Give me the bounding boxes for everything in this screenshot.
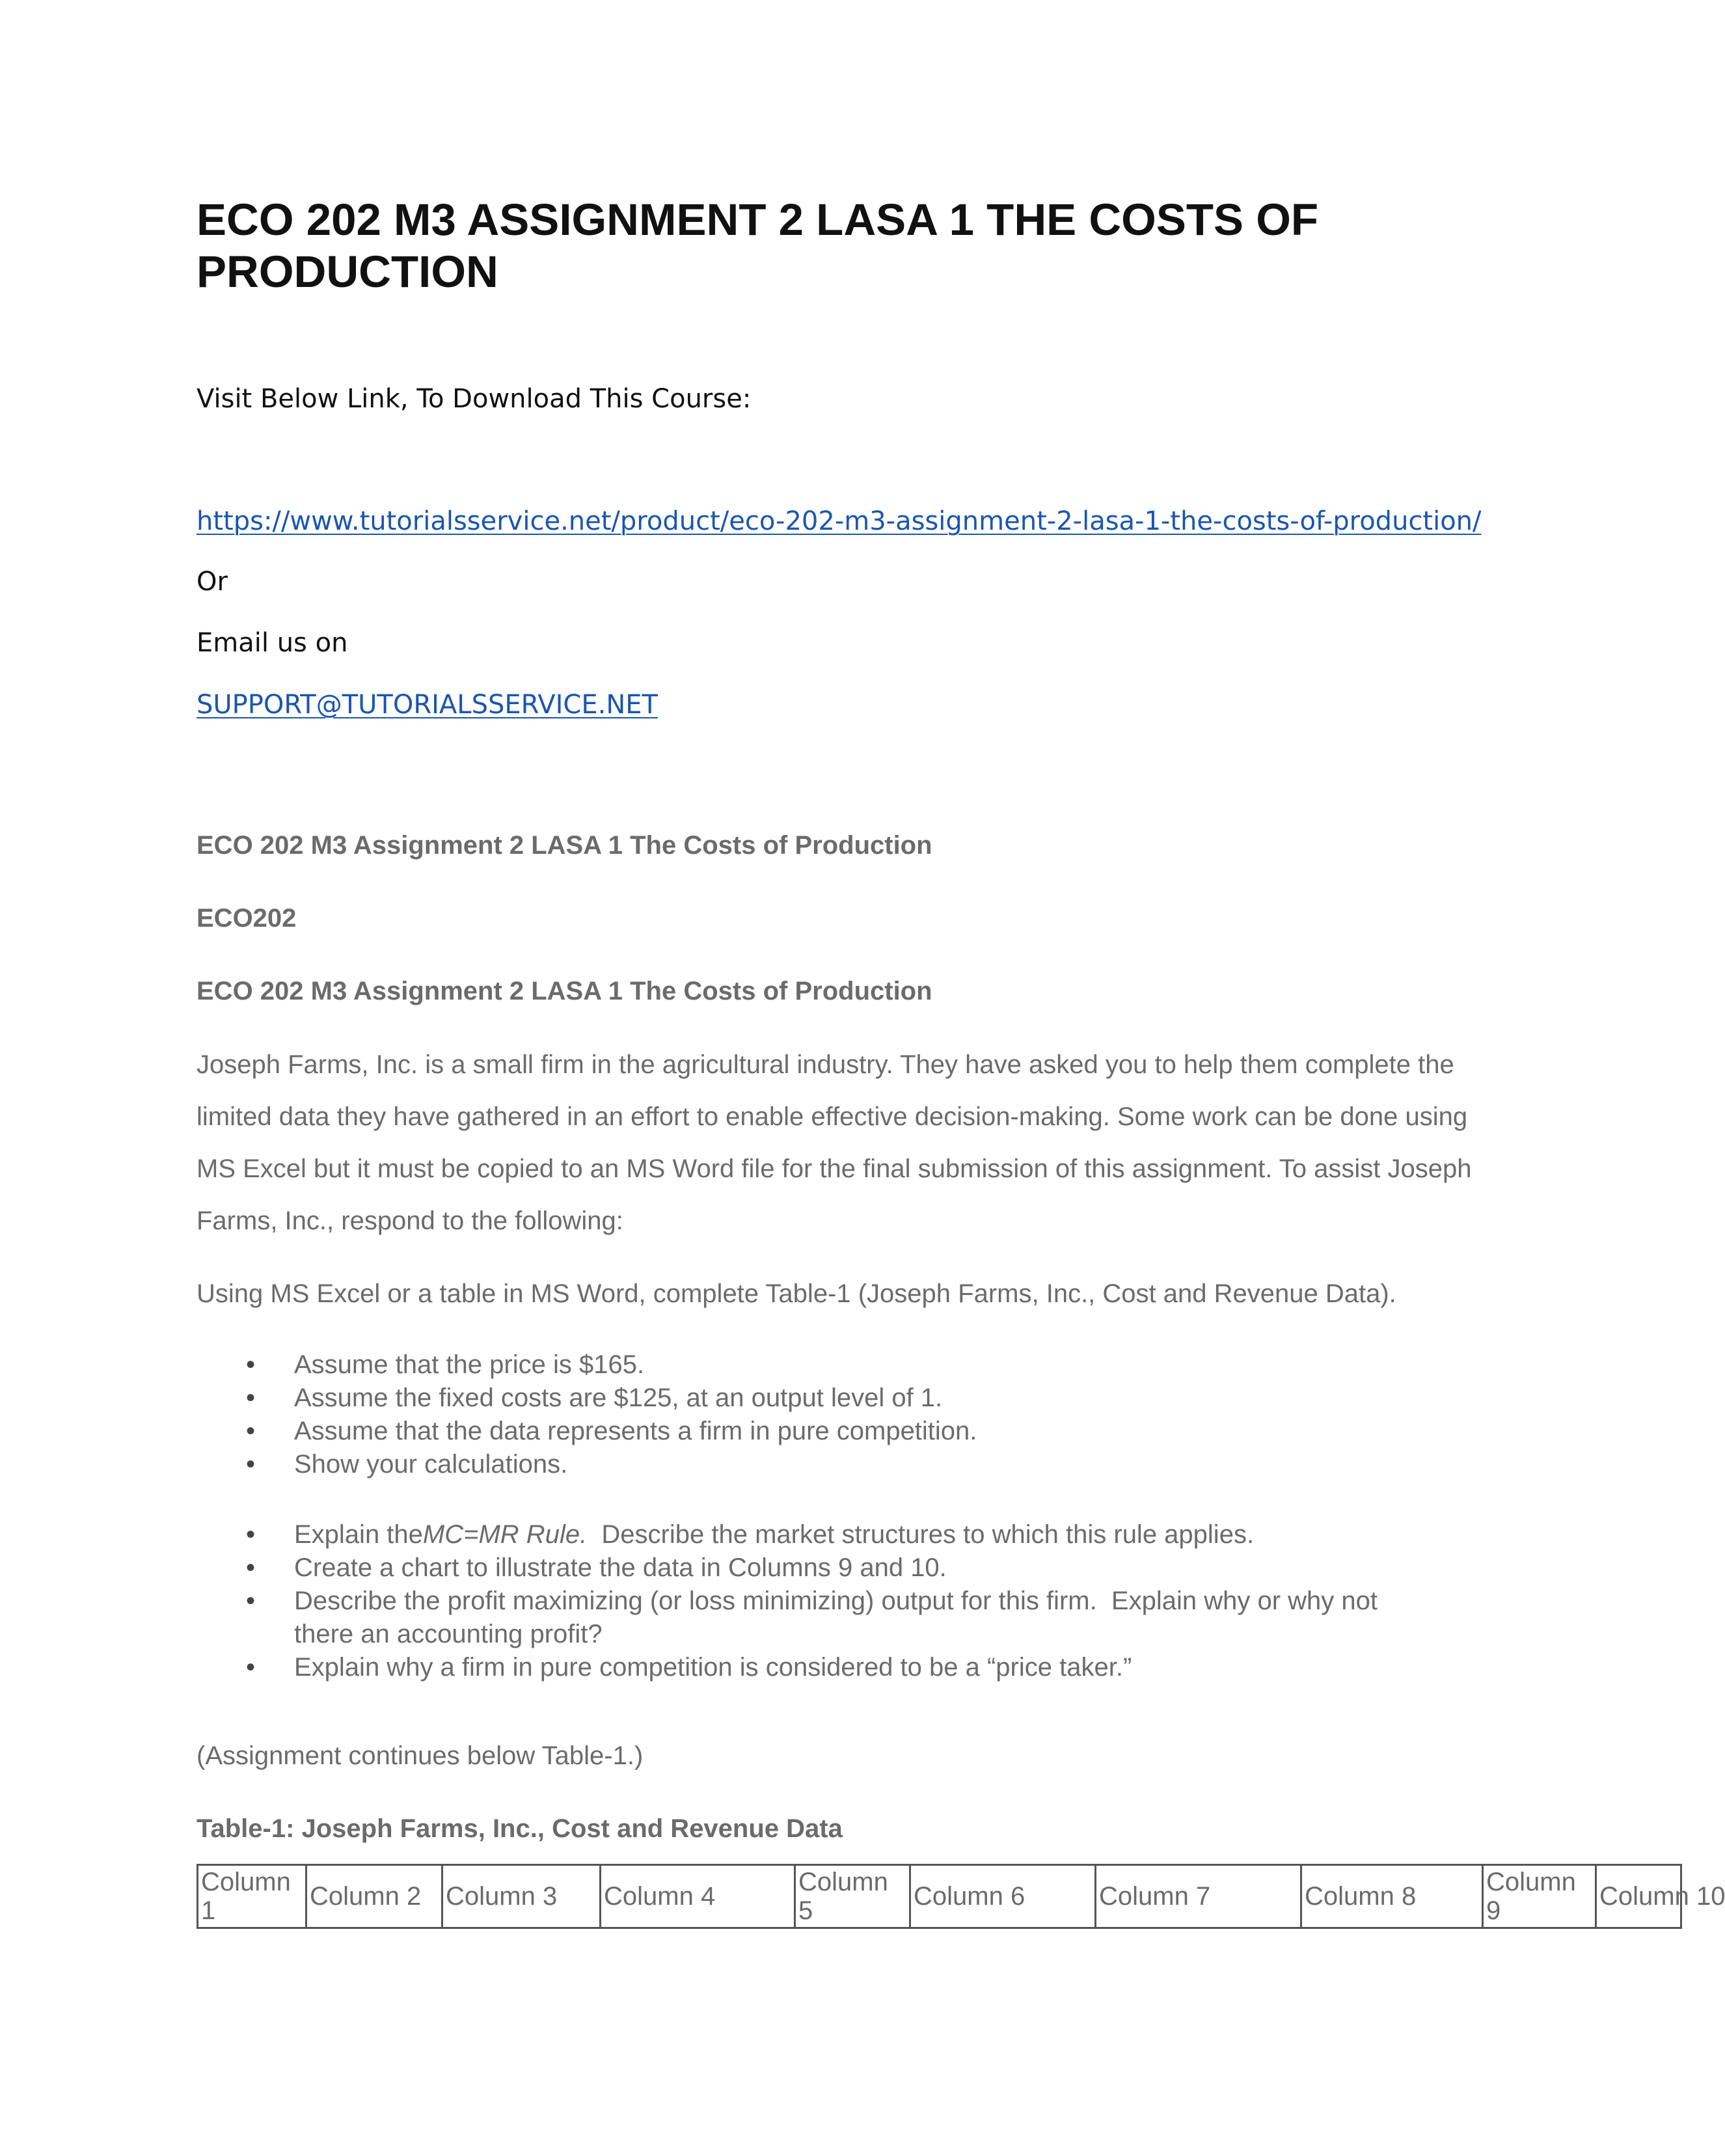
table-header-cell: Column 10 [1596, 1865, 1681, 1928]
mc-mr-rule-text: MC=MR Rule. [422, 1520, 588, 1549]
visit-text: Visit Below Link, To Download This Course: [197, 384, 752, 414]
bullet-icon: • [246, 1450, 256, 1479]
intro-paragraph: Joseph Farms, Inc. is a small firm in the agricultural industry. They have asked you to help them complete the limited data they have gathered in an effort to enable effective decision-making. Some work can be done using MS Excel but it must be copied to an MS Word file for the final submission of this assignment. To assist Joseph Farms, Inc., respond to the following: [197, 1050, 1472, 1235]
instruction-text: Using MS Excel or a table in MS Word, complete Table-1 (Joseph Farms, Inc., Cost and Revenue Data). [197, 1279, 1396, 1308]
bullet-icon: • [246, 1520, 256, 1549]
course-code: ECO202 [197, 904, 297, 933]
bullet-icon: • [246, 1587, 256, 1615]
list-item: • Explain why a firm in pure competition is considered to be a “price taker.” [197, 1651, 1498, 1684]
table-header-row [198, 1865, 1681, 1928]
assumption-list [197, 1348, 1498, 1481]
section-heading-2: ECO 202 M3 Assignment 2 LASA 1 The Costs of Production [197, 977, 932, 1005]
task-list [197, 1518, 1498, 1684]
list-item: • Show your calculations. [197, 1448, 1498, 1481]
table-header-cell: Column 8 [1301, 1865, 1483, 1928]
table-header-cell: Column 1 [198, 1865, 306, 1928]
email-link[interactable]: SUPPORT@TUTORIALSSERVICE.NET [197, 690, 658, 720]
table-header-cell: Column 3 [442, 1865, 601, 1928]
download-link[interactable]: https://www.tutorialsservice.net/product/eco-202-m3-assignment-2-lasa-1-the-costs-of-production/ [197, 506, 1482, 536]
table-header-cell: Column 4 [601, 1865, 795, 1928]
table-header-cell: Column 6 [910, 1865, 1096, 1928]
download-link-line [197, 505, 1482, 538]
table-header-cell: Column 5 [795, 1865, 910, 1928]
bullet-icon: • [246, 1384, 256, 1412]
document-title: ECO 202 M3 ASSIGNMENT 2 LASA 1 THE COSTS OF PRODUCTION [197, 195, 1319, 297]
table-caption: Table-1: Joseph Farms, Inc., Cost and Revenue Data [197, 1814, 843, 1843]
bullet-icon: • [246, 1553, 256, 1582]
cost-revenue-table-wrapper [197, 1864, 1725, 1930]
cost-revenue-table [197, 1864, 1725, 1929]
table-header-cell: Column 2 [306, 1865, 442, 1928]
bullet-icon: • [246, 1417, 256, 1445]
list-item: • Assume that the price is $165. [197, 1348, 1498, 1382]
list-item: • Explain theMC=MR Rule. Describe the market structures to which this rule applies. [197, 1518, 1498, 1551]
table-header-cell: Column 7 [1096, 1865, 1301, 1928]
continues-note: (Assignment continues below Table-1.) [197, 1741, 644, 1770]
list-item: • Create a chart to illustrate the data in Columns 9 and 10. [197, 1551, 1498, 1585]
email-line [197, 689, 658, 721]
list-item: • Assume the fixed costs are $125, at an output level of 1. [197, 1382, 1498, 1415]
table-header-cell: Column 9 [1483, 1865, 1596, 1928]
or-text: Or [197, 567, 228, 597]
list-item: • Assume that the data represents a firm in pure competition. [197, 1415, 1498, 1448]
list-item: • Describe the profit maximizing (or loss minimizing) output for this firm. Explain why or why not there an accounting profit? [197, 1585, 1498, 1651]
section-heading-1: ECO 202 M3 Assignment 2 LASA 1 The Costs of Production [197, 831, 932, 860]
email-label: Email us on [197, 628, 348, 658]
bullet-icon: • [246, 1653, 256, 1682]
bullet-icon: • [246, 1350, 256, 1379]
